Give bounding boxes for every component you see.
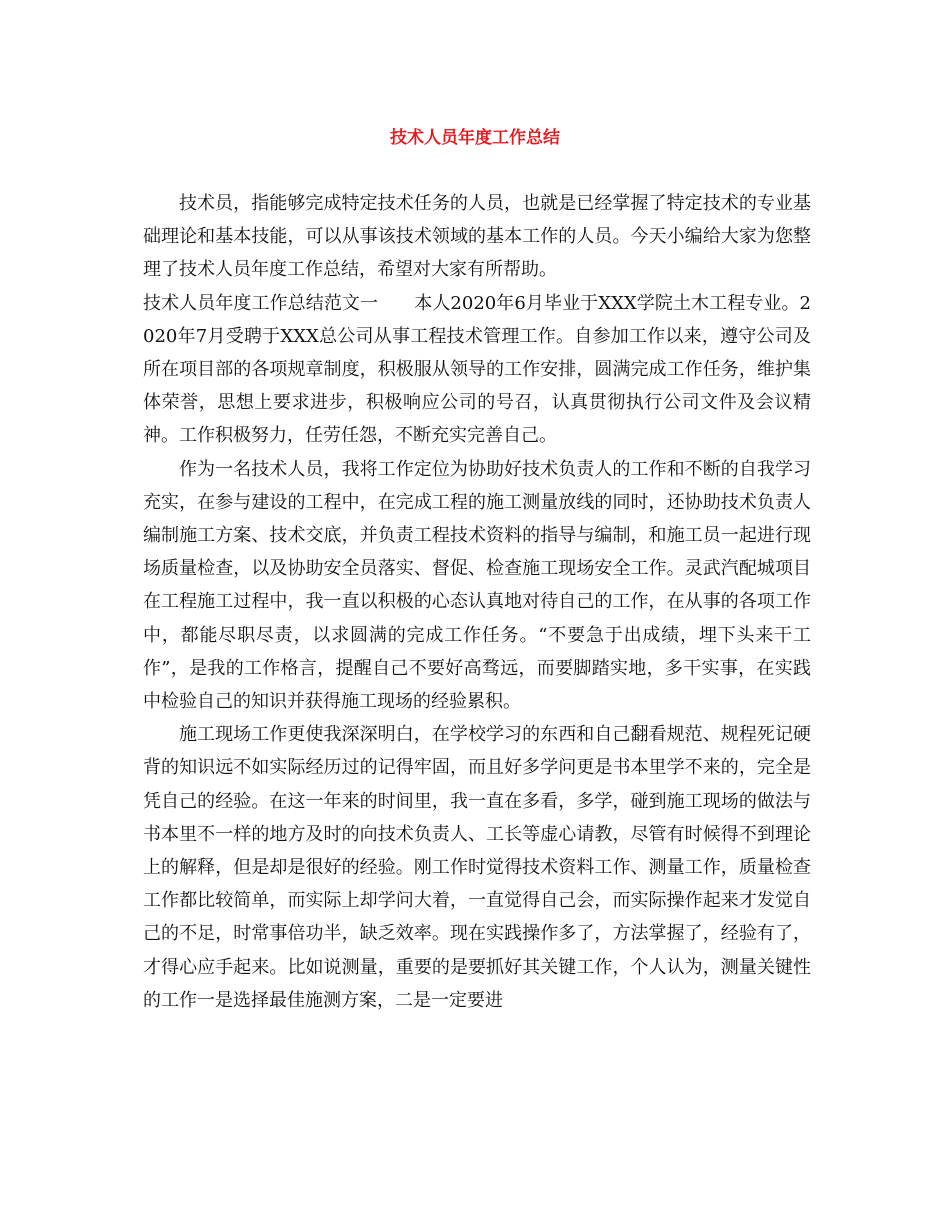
- document-body: [143, 187, 811, 1017]
- paragraph-site-experience: 施工现场工作更使我深深明白，在学校学习的东西和自己翻看规范、规程死记硬背的知识远不如实际经历过的记得牢固，而且好多学问更是书本里学不来的，完全是凭自己的经验。在这一年来的时间里，我一直在多看，多学，碰到施工现场的做法与书本里不一样的地方及时的向技术负责人、工长等虚心请教，尽管有时候得不到理论上的解释，但是却是很好的经验。刚工作时觉得技术资料工作、测量工作，质量检查工作都比较简单，而实际上却学问大着，一直觉得自己会，而实际操作起来才发觉自己的不足，时常事倍功半，缺乏效率。现在实践操作多了，方法掌握了，经验有了，才得心应手起来。比如说测量，重要的是要抓好其关键工作，个人认为，测量关键性的工作一是选择最佳施测方案，二是一定要进: [143, 724, 811, 1011]
- paragraph-sample-one: 技术人员年度工作总结范文一 本人2020年6月毕业于XXX学院土木工程专业。2020年7月受聘于XXX总公司从事工程技术管理工作。自参加工作以来，遵守公司及所在项目部的各项规章制度，积极服从领导的工作安排，圆满完成工作任务，维护集体荣誉，思想上要求进步，积极响应公司的号召，认真贯彻执行公司文件及会议精神。工作积极努力，任劳任怨，不断充实完善自己。: [143, 292, 811, 447]
- document-title: 技术人员年度工作总结: [390, 128, 560, 148]
- paragraph-intro: 技术员，指能够完成特定技术任务的人员，也就是已经掌握了特定技术的专业基础理论和基本技能，可以从事该技术领域的基本工作的人员。今天小编给大家为您整理了技术人员年度工作总结，希望对大家有所帮助。: [143, 193, 811, 281]
- paragraph-work-role: 作为一名技术人员，我将工作定位为协助好技术负责人的工作和不断的自我学习充实，在参与建设的工程中，在完成工程的施工测量放线的同时，还协助技术负责人编制施工方案、技术交底，并负责工程技术资料的指导与编制，和施工员一起进行现场质量检查，以及协助安全员落实、督促、检查施工现场安全工作。灵武汽配城项目在工程施工过程中，我一直以积极的心态认真地对待自己的工作，在从事的各项工作中，都能尽职尽责，以求圆满的完成工作任务。“不要急于出成绩，埋下头来干工作”，是我的工作格言，提醒自己不要好高骛远，而要脚踏实地，多干实事，在实践中检验自己的知识并获得施工现场的经验累积。: [143, 458, 811, 713]
